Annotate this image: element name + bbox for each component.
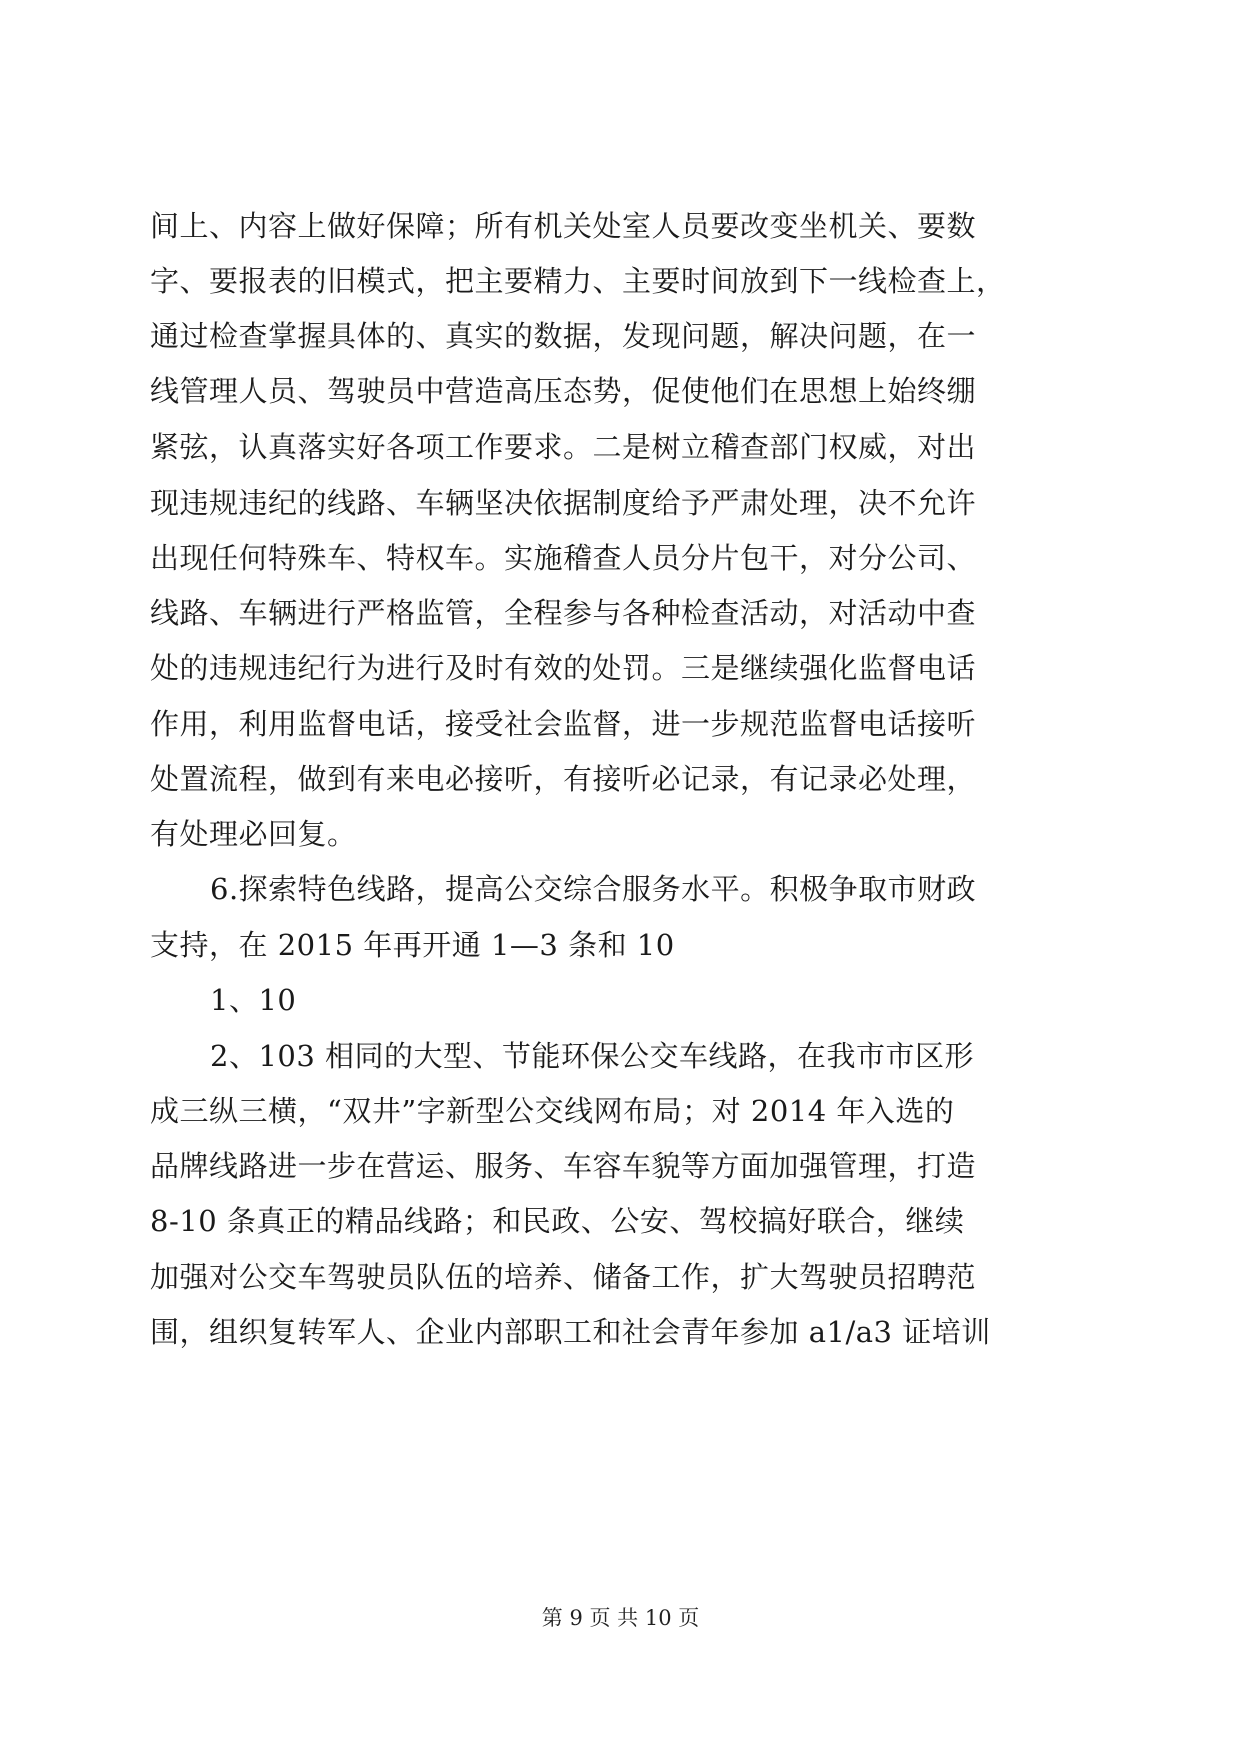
paragraph-line: 现违规违纪的线路、车辆坚决依据制度给予严肃处理，决不允许 [150, 486, 977, 520]
paragraph-line: 线管理人员、驾驶员中营造高压态势，促使他们在思想上始终绷 [150, 374, 977, 408]
paragraph-line: 间上、内容上做好保障；所有机关处室人员要改变坐机关、要数 [150, 209, 977, 243]
paragraph-line: 通过检查掌握具体的、真实的数据，发现问题，解决问题，在一 [150, 319, 977, 353]
paragraph-line: 处的违规违纪行为进行及时有效的处罚。三是继续强化监督电话 [150, 651, 977, 685]
paragraph-line: 出现任何特殊车、特权车。实施稽查人员分片包干，对分公司、 [150, 541, 977, 575]
paragraph-line: 作用，利用监督电话，接受社会监督，进一步规范监督电话接听 [150, 707, 977, 741]
paragraph-line: 1、10 [210, 983, 297, 1017]
paragraph-line: 处置流程，做到有来电必接听，有接听必记录，有记录必处理， [150, 762, 977, 796]
paragraph-line: 有处理必回复。 [150, 817, 357, 851]
paragraph-line: 加强对公交车驾驶员队伍的培养、储备工作，扩大驾驶员招聘范 [150, 1260, 977, 1294]
paragraph-line: 紧弦，认真落实好各项工作要求。二是树立稽查部门权威，对出 [150, 430, 977, 464]
paragraph-line: 线路、车辆进行严格监管，全程参与各种检查活动，对活动中查 [150, 596, 977, 630]
paragraph-line: 品牌线路进一步在营运、服务、车容车貌等方面加强管理，打造 [150, 1149, 977, 1183]
paragraph-line: 6.探索特色线路，提高公交综合服务水平。积极争取市财政 [210, 872, 977, 906]
paragraph-line: 2、103 相同的大型、节能环保公交车线路，在我市市区形 [210, 1039, 975, 1073]
page-number-footer: 第 9 页 共 10 页 [541, 1606, 700, 1630]
paragraph-line: 成三纵三横，“双井”字新型公交线网布局；对 2014 年入选的 [150, 1094, 955, 1128]
paragraph-line: 8-10 条真正的精品线路；和民政、公安、驾校搞好联合，继续 [150, 1204, 965, 1238]
paragraph-line: 支持，在 2015 年再开通 1—3 条和 10 [150, 928, 675, 962]
paragraph-line: 字、要报表的旧模式，把主要精力、主要时间放到下一线检查上， [150, 264, 1006, 298]
paragraph-line: 围，组织复转军人、企业内部职工和社会青年参加 a1/a3 证培训 [150, 1315, 991, 1349]
